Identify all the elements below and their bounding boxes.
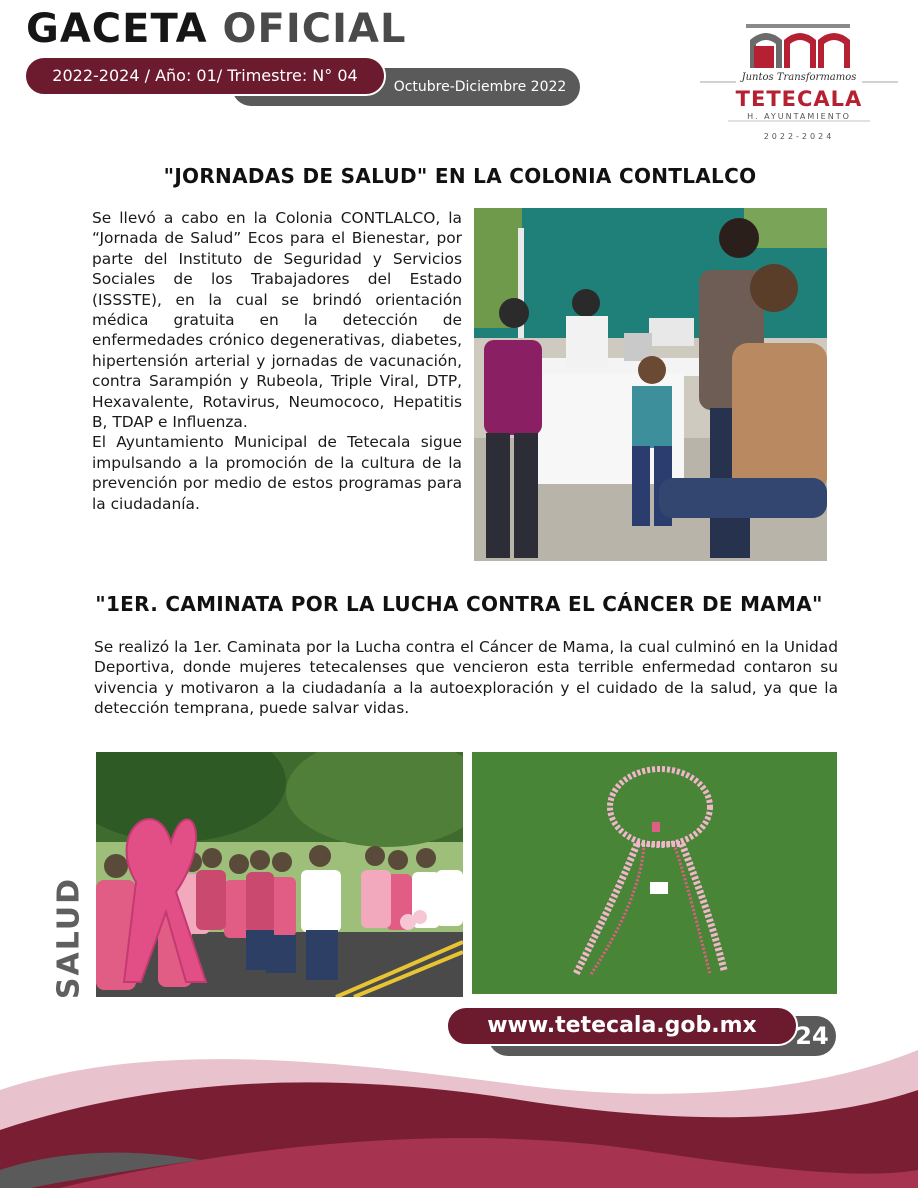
article2-paragraph: Se realizó la 1er. Caminata por la Lucha contra el Cáncer de Mama, la cual culminó en la Unidad Deportiva, donde mujeres tetecalenses que vencieron esta terrible enfermedad contaron su vivencia y motivaron a la ciudadanía a la autoexploración y el cuidado de la salud, ya que la detección temprana, puede salvar vidas. <box>94 638 838 718</box>
health-day-photo <box>474 208 827 561</box>
logo-years: 2022-2024 <box>763 132 835 141</box>
walk-photo <box>96 752 463 997</box>
article1-body <box>92 208 462 514</box>
logo-name: TETECALA <box>735 87 863 111</box>
logo-slogan: Juntos Transformamos <box>741 72 857 83</box>
masthead-title <box>26 6 406 52</box>
logo-subtitle: H. AYUNTAMIENTO <box>747 112 851 121</box>
website-link[interactable]: www.tetecala.gob.mx <box>487 1013 757 1038</box>
issue-text: 2022-2024 / Año: 01/ Trimestre: N° 04 <box>52 66 358 85</box>
article1-paragraph2: El Ayuntamiento Municipal de Tetecala sigue impulsando a la promoción de la cultura de la prevención por medio de estos programas para la ciudadanía. <box>92 433 462 513</box>
article1-paragraph1: Se llevó a cabo en la Colonia CONTLALCO, la “Jornada de Salud” Ecos para el Bienestar, por parte del Instituto de Seguridad y Servicios Sociales de los Trabajadores del Estado (ISSSTE), en la cual se brindó orientación médica gratuita en la detección de enfermedades crónico degenerativas, diabetes, hipertensión arterial y jornadas de vacunación, contra Sarampión y Rubeola, Triple Viral, DTP, Hexavalente, Rotavirus, Neumococo, Hepatitis B, TDAP e Influenza. <box>92 209 462 432</box>
period-text: Octubre-Diciembre 2022 <box>393 79 567 95</box>
masthead-title-part2: OFICIAL <box>222 6 407 52</box>
human-ribbon-aerial-photo <box>472 752 837 994</box>
section-label <box>36 878 100 998</box>
article2-heading: "1ER. CAMINATA POR LA LUCHA CONTRA EL CÁNCER DE MAMA" <box>95 592 823 616</box>
section-label-text: SALUD <box>51 876 87 1000</box>
masthead-title-part1: GACETA <box>26 6 208 52</box>
page-number: 24 <box>795 1022 829 1050</box>
article1-heading: "JORNADAS DE SALUD" EN LA COLONIA CONTLALCO <box>163 164 757 188</box>
